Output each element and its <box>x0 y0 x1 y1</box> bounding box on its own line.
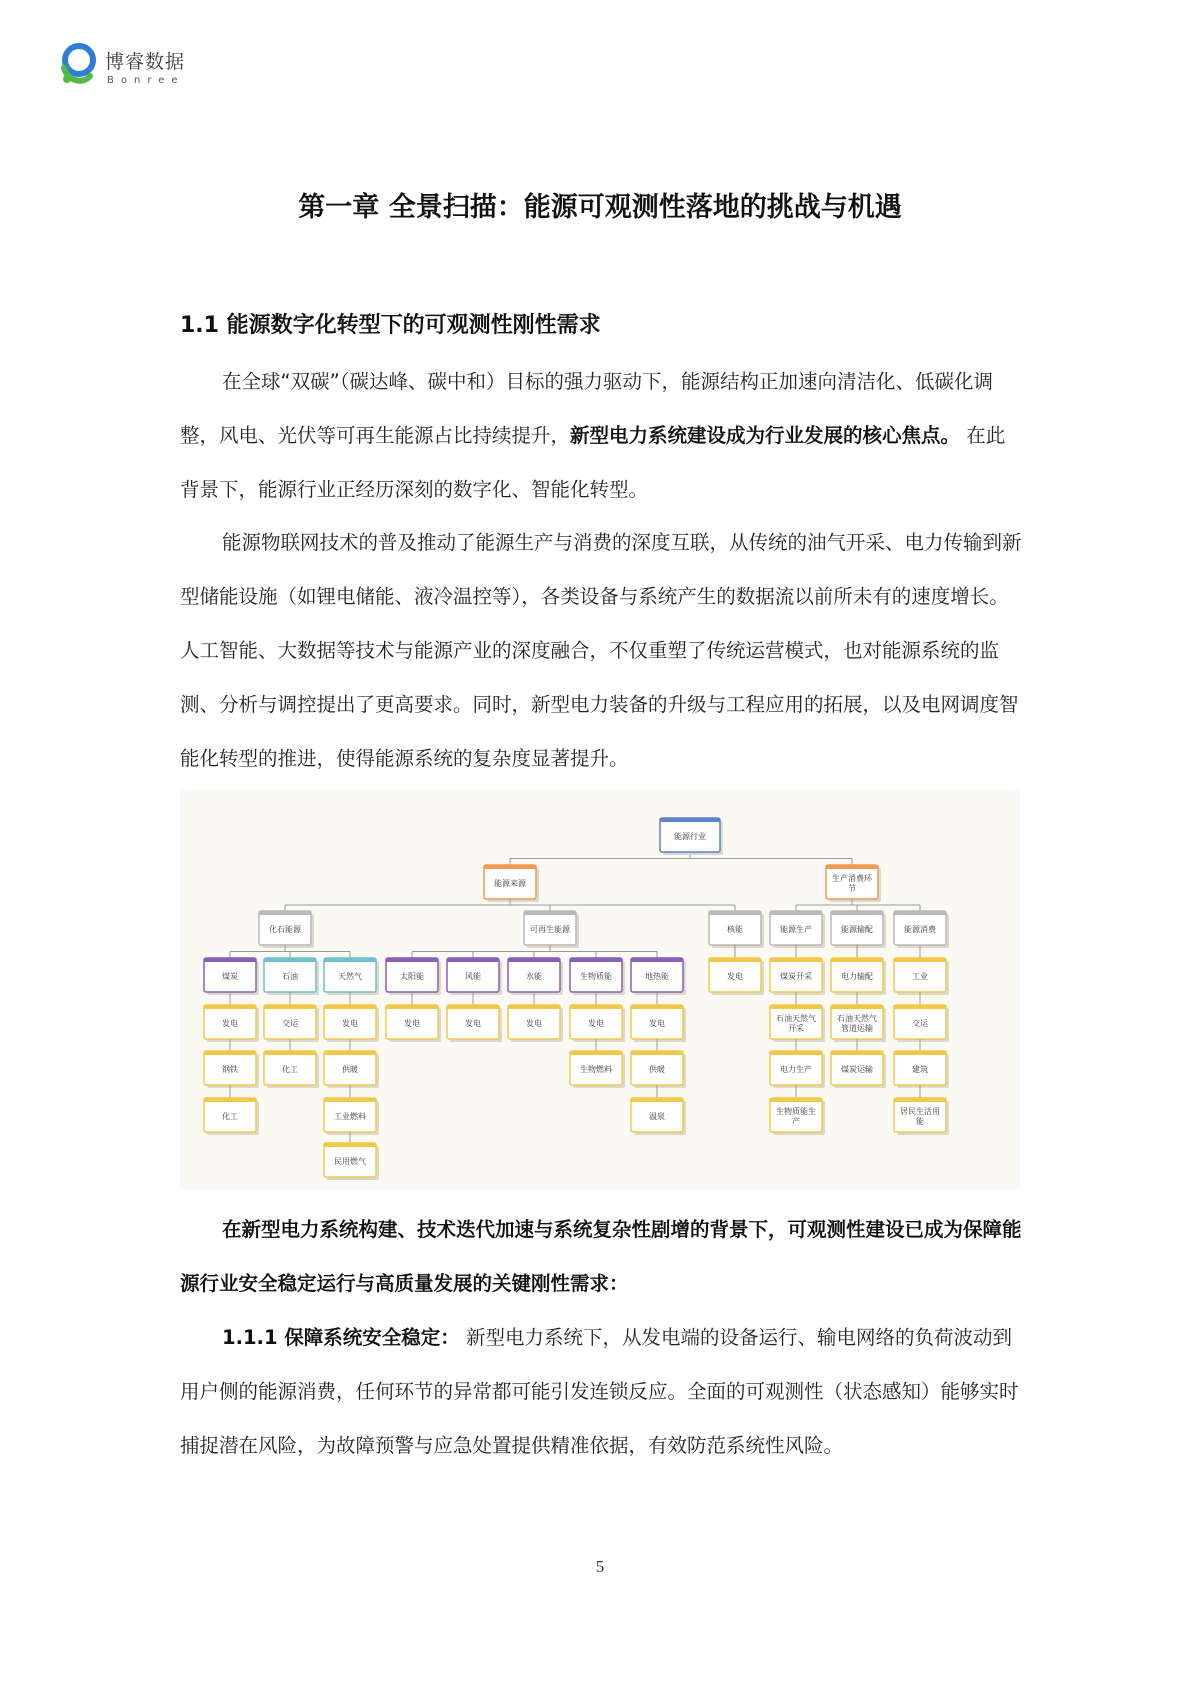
leaf-gas-2-accent <box>324 1051 376 1055</box>
leaf-geo-2-label: 供暖 <box>649 1065 665 1074</box>
leaf-consumption-1-accent <box>894 1005 946 1009</box>
leaf-hydro-1-accent <box>508 1005 560 1009</box>
node-oil-label: 石油 <box>282 972 298 981</box>
chapter-title: 第一章 全景扫描：能源可观测性落地的挑战与机遇 <box>298 192 902 223</box>
node-production-consumption-accent <box>826 865 878 869</box>
node-nuclear-label: 核能 <box>727 925 743 934</box>
paragraph-intro-text-b: 在此背景下，能源行业正经历深刻的数字化、智能化转型。 <box>180 424 1006 501</box>
paragraph-intro <box>180 355 1022 517</box>
leaf-solar-1-accent <box>386 1005 438 1009</box>
node-wind-accent <box>447 958 499 962</box>
paragraph-safety-text: 新型电力系统下，从发电端的设备运行、输电网络的负荷波动到用户侧的能源消费，任何环节的异常都可能引发连锁反应。全面的可观测性（状态感知）能够实时捕捉潜在风险，为故障预警与应急处置提供精准依据，有效防范系统性风险。 <box>180 1326 1019 1457</box>
leaf-production-1-label: 石油天然气 <box>776 1014 816 1023</box>
node-solar-accent <box>386 958 438 962</box>
paragraph-iot: 能源物联网技术的普及推动了能源生产与消费的深度互联，从传统的油气开采、电力传输到新型储能设施（如锂电储能、液冷温控等），各类设备与系统产生的数据流以前所未有的速度增长。人工智能、大数据等技术与能源产业的深度融合，不仅重塑了传统运营模式，也对能源系统的监测、分析与调控提出了更高要求。同时，新型电力装备的升级与工程应用的拓展，以及电网调度智能化转型的推进，使得能源系统的复杂度显著提升。 <box>180 531 1022 770</box>
leaf-geo-2-accent <box>631 1051 683 1055</box>
node-nuclear-power-label: 发电 <box>727 972 743 981</box>
leaf-transmission-1-accent <box>831 1005 883 1009</box>
subsection-heading: 1.1.1 保障系统安全稳定： <box>222 1326 460 1349</box>
node-nuclear-power-accent <box>709 958 761 962</box>
leaf-geo-3-label: 温泉 <box>649 1112 665 1121</box>
node-transmission-accent <box>831 911 883 915</box>
node-production-consumption-label: 生产消费环 <box>832 874 872 883</box>
node-hydro-label: 水能 <box>526 972 542 981</box>
bonree-logo-icon <box>58 42 100 86</box>
brand-logo <box>58 42 208 92</box>
node-renewable-accent <box>524 911 576 915</box>
node-oil-accent <box>264 958 316 962</box>
leaf-biomass-1-label: 发电 <box>588 1019 604 1028</box>
node-solar-label: 太阳能 <box>400 972 424 981</box>
node-coal-label: 煤炭 <box>222 972 238 981</box>
leaf-coal-3-accent <box>204 1098 256 1102</box>
leaf-production-2-label: 电力生产 <box>780 1065 812 1074</box>
leaf-gas-4-label: 民用燃气 <box>334 1157 366 1166</box>
leaf-wind-1-label: 发电 <box>465 1019 481 1028</box>
leaf-solar-1-label: 发电 <box>404 1019 420 1028</box>
node-renewable-label: 可再生能源 <box>530 925 570 934</box>
node-geo-label: 地热能 <box>645 972 669 981</box>
leaf-transmission-1-label: 石油天然气 <box>837 1014 877 1023</box>
leaf-production-1-label: 开采 <box>788 1024 804 1033</box>
leaf-consumption-1-label: 交运 <box>912 1019 928 1028</box>
node-coal-accent <box>204 958 256 962</box>
node-geo-accent <box>631 958 683 962</box>
logo-name-cn: 博睿数据 <box>105 51 186 73</box>
node-fossil-label: 化石能源 <box>269 925 301 934</box>
leaf-geo-1-accent <box>631 1005 683 1009</box>
node-energy-source-accent <box>484 865 536 869</box>
leaf-production-3-label: 产 <box>792 1117 800 1126</box>
leaf-gas-1-accent <box>324 1005 376 1009</box>
node-root-accent <box>660 818 720 822</box>
node-consumption-accent <box>894 911 946 915</box>
node-production-label: 能源生产 <box>780 925 812 934</box>
paragraph-requirement: 在新型电力系统构建、技术迭代加速与系统复杂性剧增的背景下，可观测性建设已成为保障能源行业安全稳定运行与高质量发展的关键刚性需求： <box>180 1218 1022 1295</box>
node-root-label: 能源行业 <box>674 832 706 841</box>
leaf-consumption-2-label: 建筑 <box>912 1065 928 1074</box>
node-wind-label: 风能 <box>465 972 481 981</box>
page-number: 5 <box>595 1557 605 1576</box>
node-power-transmission-label: 电力输配 <box>841 972 873 981</box>
leaf-oil-2-label: 化工 <box>282 1065 298 1074</box>
paragraph-intro-emphasis: 新型电力系统建设成为行业发展的核心焦点。 <box>570 424 961 447</box>
leaf-gas-3-label: 工业燃料 <box>334 1112 366 1121</box>
leaf-coal-2-accent <box>204 1051 256 1055</box>
node-industry-accent <box>894 958 946 962</box>
leaf-coal-2-label: 钢铁 <box>222 1065 238 1074</box>
node-fossil-accent <box>259 911 311 915</box>
leaf-production-3-accent <box>770 1098 822 1102</box>
leaf-transmission-2-label: 煤炭运输 <box>841 1065 873 1074</box>
leaf-consumption-3-label: 居民生活用 <box>900 1107 940 1116</box>
node-consumption-label: 能源消费 <box>904 925 936 934</box>
leaf-oil-2-accent <box>264 1051 316 1055</box>
node-coal-mining-label: 煤炭开采 <box>780 972 812 981</box>
leaf-biomass-1-accent <box>570 1005 622 1009</box>
node-gas-label: 天然气 <box>338 972 362 981</box>
energy-industry-diagram <box>180 790 1020 1190</box>
leaf-hydro-1-label: 发电 <box>526 1019 542 1028</box>
leaf-geo-1-label: 发电 <box>649 1019 665 1028</box>
leaf-coal-1-accent <box>204 1005 256 1009</box>
leaf-transmission-2-accent <box>831 1051 883 1055</box>
node-gas-accent <box>324 958 376 962</box>
leaf-gas-2-label: 供暖 <box>342 1065 358 1074</box>
node-energy-source-label: 能源来源 <box>494 879 526 888</box>
leaf-consumption-3-accent <box>894 1098 946 1102</box>
leaf-gas-1-label: 发电 <box>342 1019 358 1028</box>
leaf-consumption-3-label: 能 <box>916 1117 924 1126</box>
logo-name-en: Bonree <box>107 75 185 86</box>
leaf-production-3-label: 生物质能生 <box>776 1107 816 1116</box>
leaf-geo-3-accent <box>631 1098 683 1102</box>
node-coal-mining-accent <box>770 958 822 962</box>
leaf-production-2-accent <box>770 1051 822 1055</box>
paragraph-safety <box>180 1311 1022 1473</box>
leaf-oil-1-label: 交运 <box>282 1019 298 1028</box>
leaf-consumption-2-accent <box>894 1051 946 1055</box>
energy-industry-tree <box>180 790 1020 1190</box>
leaf-wind-1-accent <box>447 1005 499 1009</box>
leaf-gas-4-accent <box>324 1143 376 1147</box>
leaf-production-1-accent <box>770 1005 822 1009</box>
node-production-accent <box>770 911 822 915</box>
leaf-gas-3-accent <box>324 1098 376 1102</box>
node-biomass-label: 生物质能 <box>580 972 612 981</box>
leaf-coal-3-label: 化工 <box>222 1112 238 1121</box>
node-industry-label: 工业 <box>912 972 928 981</box>
leaf-oil-1-accent <box>264 1005 316 1009</box>
section-title: 1.1 能源数字化转型下的可观测性刚性需求 <box>180 313 601 338</box>
leaf-biomass-2-label: 生物燃料 <box>580 1065 612 1074</box>
leaf-biomass-2-accent <box>570 1051 622 1055</box>
node-transmission-label: 能源输配 <box>841 925 873 934</box>
leaf-transmission-1-label: 管道运输 <box>841 1024 873 1033</box>
node-production-consumption-label: 节 <box>848 884 856 893</box>
node-nuclear-accent <box>709 911 761 915</box>
leaf-coal-1-label: 发电 <box>222 1019 238 1028</box>
paragraph-intro-text-a: 在全球“双碳”（碳达峰、碳中和）目标的强力驱动下，能源结构正加速向清洁化、低碳化调整，风电、光伏等可再生能源占比持续提升， <box>180 370 993 447</box>
node-power-transmission-accent <box>831 958 883 962</box>
node-biomass-accent <box>570 958 622 962</box>
node-hydro-accent <box>508 958 560 962</box>
